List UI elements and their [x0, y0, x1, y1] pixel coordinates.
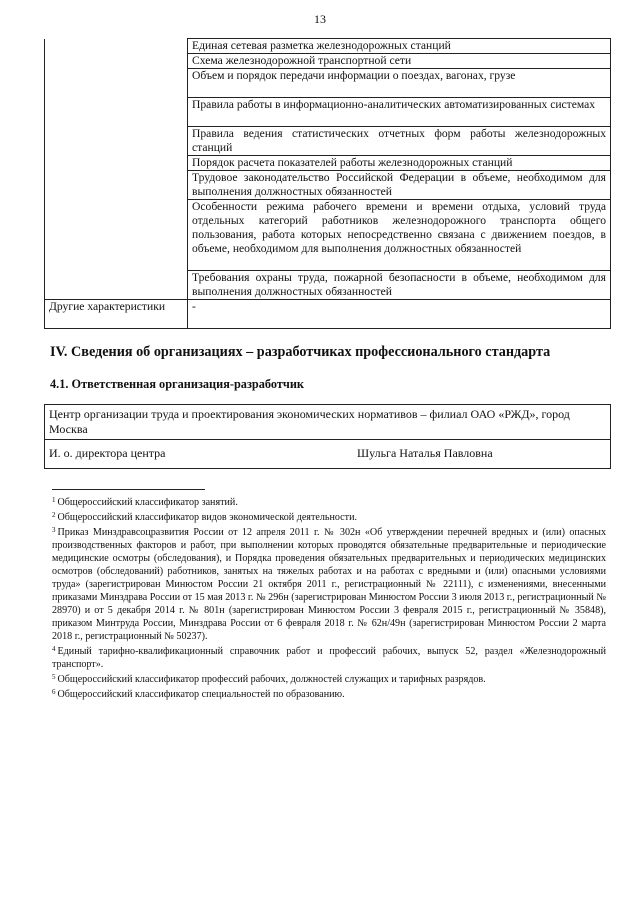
- footnote: [52, 494, 606, 509]
- footnote-text: Общероссийский классификатор занятий.: [57, 497, 238, 508]
- footnote: [52, 524, 606, 643]
- other-characteristics-value: -: [188, 300, 611, 329]
- table-cell: Трудовое законодательство Российской Федерации в объеме, необходимом для выполнения должностных обязанностей: [188, 171, 611, 200]
- table-cell: Единая сетевая разметка железнодорожных станций: [188, 39, 611, 54]
- footnote-divider: [52, 489, 205, 490]
- table-row: [45, 440, 611, 469]
- table-row: [45, 405, 611, 440]
- footnote-number: 3: [52, 526, 56, 534]
- footnote-text: Общероссийский классификатор профессий рабочих, должностей служащих и тарифных разрядов.: [57, 674, 486, 685]
- footnote-text: Общероссийский классификатор специальностей по образованию.: [57, 689, 345, 700]
- signatory-name: Шульга Наталья Павловна: [357, 446, 493, 460]
- table-cell: Порядок расчета показателей работы железнодорожных станций: [188, 156, 611, 171]
- footnote: [52, 686, 606, 701]
- organization-table: [44, 404, 611, 469]
- section-heading: IV. Сведения об организациях – разработчиках профессионального стандарта: [50, 344, 551, 360]
- table-cell: Объем и порядок передачи информации о поездах, вагонах, грузе: [188, 69, 611, 98]
- table-row: [45, 300, 611, 329]
- signatory-cell: [45, 440, 611, 469]
- left-column-cell: [45, 39, 188, 300]
- table-cell: Требования охраны труда, пожарной безопасности в объеме, необходимом для выполнения должностных обязанностей: [188, 271, 611, 300]
- table-cell: Правила работы в информационно-аналитических автоматизированных системах: [188, 98, 611, 127]
- subsection-heading: 4.1. Ответственная организация-разработчик: [50, 377, 304, 391]
- footnote-number: 1: [52, 496, 56, 504]
- page-number: 13: [314, 12, 326, 26]
- footnote-number: 6: [52, 688, 56, 696]
- footnotes: [52, 494, 606, 701]
- footnote-number: 5: [52, 673, 56, 681]
- organization-name: Центр организации труда и проектирования экономических нормативов – филиал ОАО «РЖД», город Москва: [45, 405, 611, 440]
- footnote-text: Общероссийский классификатор видов экономической деятельности.: [57, 512, 357, 523]
- other-characteristics-label: Другие характеристики: [45, 300, 188, 329]
- table-cell: Схема железнодорожной транспортной сети: [188, 54, 611, 69]
- footnote-text: Единый тарифно-квалификационный справочник работ и профессий рабочих, выпуск 52, раздел «Железнодорожный транспорт».: [52, 646, 606, 670]
- requirements-table: [44, 38, 611, 329]
- footnote-text: Приказ Минздравсоцразвития России от 12 апреля 2011 г. № 302н «Об утверждении перечней вредных и (или) опасных производственных факторов и работ, при выполнении которых проводятся обязательные предварительные и периодические медицинские осмотры (обследования), и Порядка проведения обязательных предварительных и периодических медицинских осмотров (обследований) работников, занятых на тяжелых работах и на работах с вредными и (или) опасными условиями труда» (зарегистрирован Минюстом России 21 октября 2011 г., регистрационный № 22111), с изменениями, внесенными приказами Минздрава России от 15 мая 2013 г. № 296н (зарегистрирован Минюстом России 3 июля 2013 г., регистрационный № 28970) и от 5 декабря 2014 г. № 801н (зарегистрирован Минюстом России 3 февраля 2015 г., регистрационный № 35848), приказом Минтруда России, Минздрава России от 6 февраля 2018 г. № 62н/49н (зарегистрирован Минюстом России 2 марта 2018 г., регистрационный № 50237).: [52, 527, 606, 642]
- footnote: [52, 671, 606, 686]
- footnote-number: 2: [52, 511, 56, 519]
- table-cell: Правила ведения статистических отчетных форм работы железнодорожных станций: [188, 127, 611, 156]
- footnote-number: 4: [52, 645, 56, 653]
- signatory-role: И. о. директора центра: [49, 446, 166, 460]
- table-row: [45, 39, 611, 54]
- footnote: [52, 643, 606, 671]
- table-cell: Особенности режима рабочего времени и времени отдыха, условий труда отдельных категорий работников железнодорожного транспорта общего пользования, работа которых непосредственно связана с движением поездов, в объеме, необходимом для выполнения должностных обязанностей: [188, 200, 611, 271]
- footnote: [52, 509, 606, 524]
